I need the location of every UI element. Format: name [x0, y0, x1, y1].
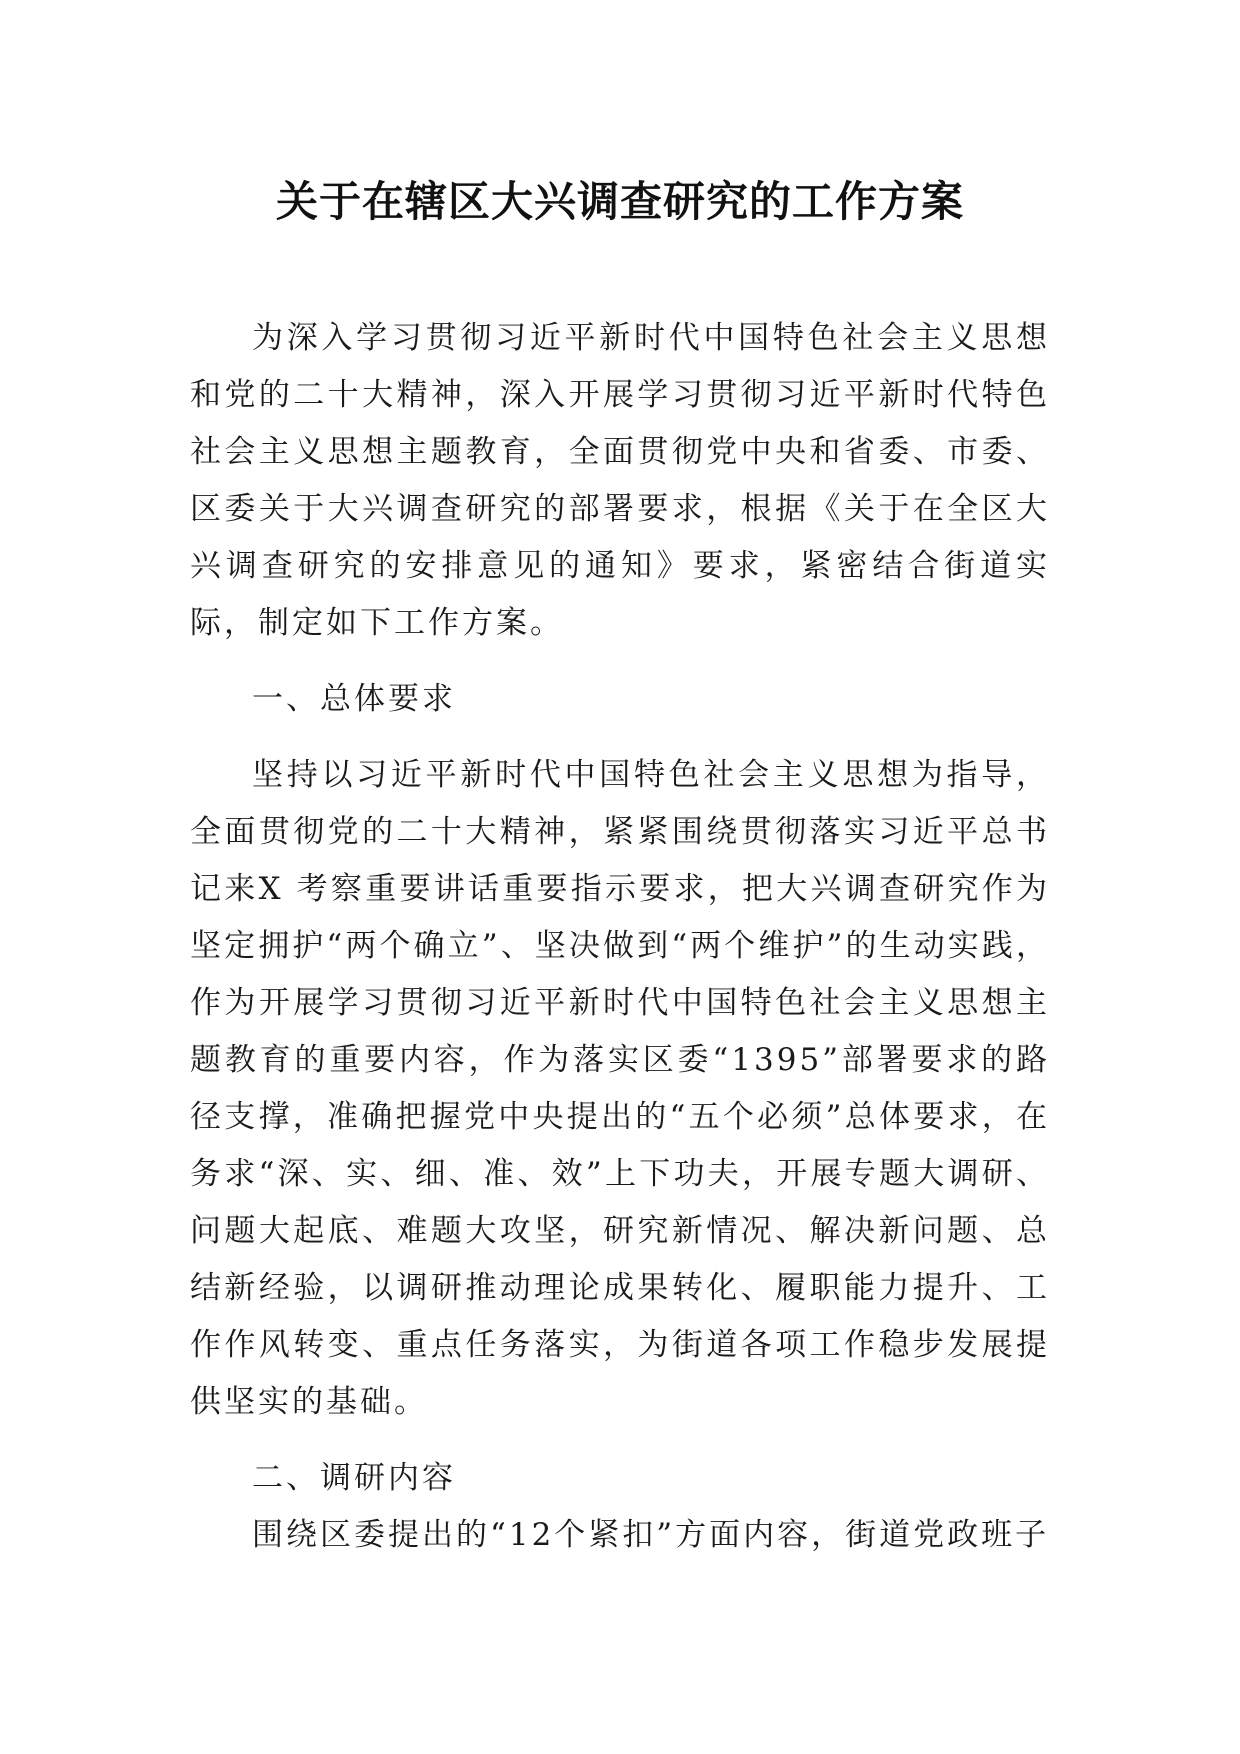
document-body	[190, 310, 1050, 1564]
section-heading-research-content: 二、调研内容	[252, 1460, 456, 1496]
intro-paragraph: 为深入学习贯彻习近平新时代中国特色社会主义思想和党的二十大精神，深入开展学习贯彻习近平新时代特色社会主义思想主题教育，全面贯彻党中央和省委、市委、区委关于大兴调查研究的部署要求，根据《关于在全区大兴调查研究的安排意见的通知》要求，紧密结合街道实际，制定如下工作方案。	[190, 320, 1050, 641]
document-title: 关于在辖区大兴调查研究的工作方案	[275, 177, 964, 226]
section-heading-general-requirements: 一、总体要求	[252, 681, 456, 717]
research-content-paragraph: 围绕区委提出的“12个紧扣”方面内容，街道党政班子	[252, 1517, 1050, 1553]
general-requirements-paragraph: 坚持以习近平新时代中国特色社会主义思想为指导，全面贯彻党的二十大精神，紧紧围绕贯彻落实习近平总书记来X 考察重要讲话重要指示要求，把大兴调查研究作为坚定拥护“两个确立”、坚决做到“两个维护”的生动实践，作为开展学习贯彻习近平新时代中国特色社会主义思想主题教育的重要内容，作为落实区委“1395”部署要求的路径支撑，准确把握党中央提出的“五个必须”总体要求，在务求“深、实、细、准、效”上下功夫，开展专题大调研、问题大起底、难题大攻坚，研究新情况、解决新问题、总结新经验，以调研推动理论成果转化、履职能力提升、工作作风转变、重点任务落实，为街道各项工作稳步发展提供坚实的基础。	[190, 757, 1050, 1420]
